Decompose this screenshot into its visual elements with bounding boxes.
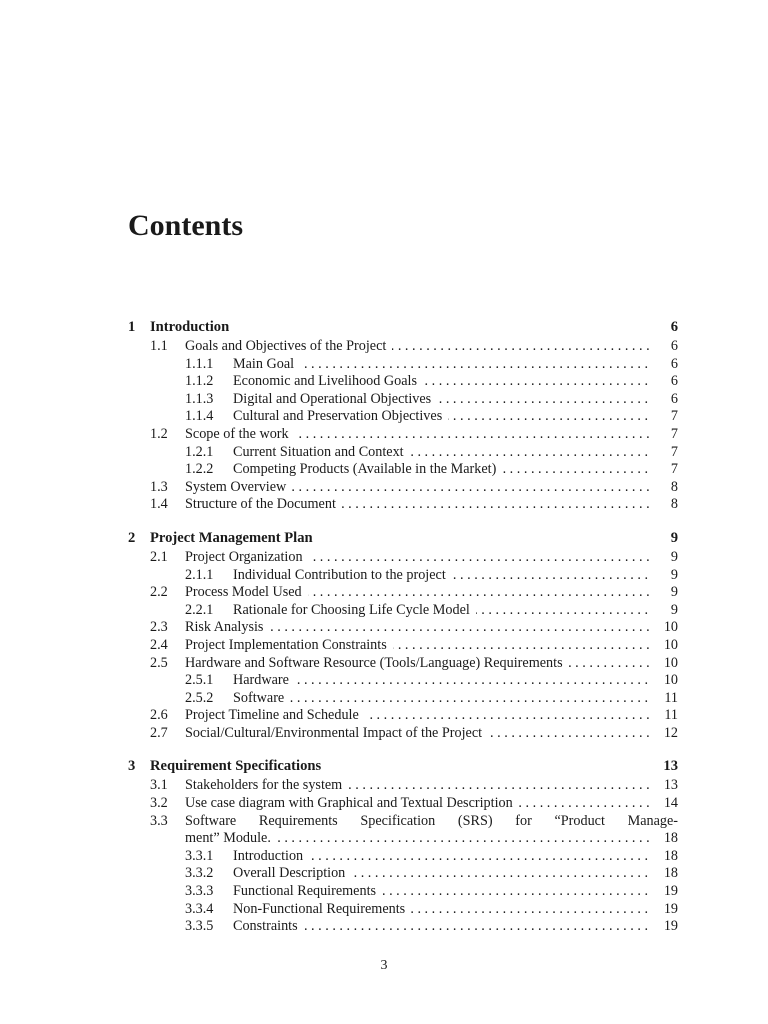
- toc-entry-title: Constraints: [233, 918, 304, 934]
- toc-subsection[interactable]: [128, 865, 678, 883]
- toc-entry-page: 9: [652, 584, 678, 602]
- toc-entry-page: 12: [652, 725, 678, 743]
- toc-entry-title: Project Implementation Constraints: [185, 637, 393, 653]
- toc-chapter[interactable]: [128, 316, 678, 338]
- toc-entry-number: 1.1.3: [185, 390, 214, 407]
- toc-entry-number: 2.3: [150, 619, 168, 636]
- toc-subsection[interactable]: [128, 901, 678, 919]
- toc-subsection[interactable]: [128, 567, 678, 585]
- toc-entry-title: Non-Functional Requirements: [233, 901, 411, 917]
- toc-entry-number: 1.2.1: [185, 443, 214, 460]
- toc-entry-page: 11: [652, 690, 678, 708]
- toc-subsection[interactable]: [128, 883, 678, 901]
- toc-entry-page: 9: [652, 602, 678, 620]
- toc-entry-number: 3.2: [150, 795, 168, 812]
- toc-chapter[interactable]: [128, 755, 678, 777]
- toc-section[interactable]: [128, 813, 678, 831]
- toc-entry-number: 2.5.2: [185, 689, 214, 706]
- toc-subsection[interactable]: [128, 444, 678, 462]
- toc-section[interactable]: [128, 795, 678, 813]
- toc-entry-number: 1.1: [150, 338, 168, 354]
- toc-entry-page: 8: [652, 496, 678, 514]
- toc-section-continued[interactable]: [128, 830, 678, 848]
- toc-entry-page: 11: [652, 707, 678, 725]
- toc-subsection[interactable]: [128, 848, 678, 866]
- toc-entry-title: Functional Requirements: [233, 883, 382, 899]
- toc-entry-number: 3.1: [150, 777, 168, 794]
- toc-entry-title: Project Organization: [185, 549, 309, 565]
- toc-chapter[interactable]: [128, 527, 678, 549]
- toc-entry-title: Requirement Specifications: [150, 758, 327, 774]
- page-title: Contents: [128, 209, 244, 242]
- toc-entry-page: 7: [652, 408, 678, 426]
- toc-entry-page: 9: [652, 567, 678, 585]
- page-number: 3: [380, 958, 388, 973]
- toc-entry-title: Project Management Plan: [150, 530, 319, 546]
- toc-entry-title: Software: [233, 690, 290, 706]
- toc-entry-title: Project Timeline and Schedule: [185, 707, 365, 723]
- toc-entry-page: 19: [652, 901, 678, 919]
- toc-entry-number: 2.7: [150, 724, 168, 741]
- toc-entry-title: Cultural and Preservation Objectives: [233, 408, 448, 424]
- toc-section[interactable]: [128, 338, 678, 356]
- toc-entry-number: 2.2: [150, 584, 168, 601]
- toc-entry-title: Economic and Livelihood Goals: [233, 373, 423, 389]
- toc-entry-page: 7: [652, 426, 678, 444]
- toc-entry-number: 2.1.1: [185, 566, 214, 583]
- toc-entry-page: 14: [652, 795, 678, 813]
- toc-entry-title: Software Requirements Specification (SRS) for “Product Manage-: [185, 812, 678, 829]
- toc-entry-page: 8: [652, 479, 678, 497]
- toc-entry-page: 18: [652, 865, 678, 883]
- toc-entry-page: 6: [652, 391, 678, 409]
- toc-entry-number: 3: [128, 758, 136, 775]
- toc-entry-number: 1.2.2: [185, 461, 214, 478]
- toc-entry-number: 3.3.2: [185, 865, 214, 882]
- toc-entry-number: 1: [128, 319, 136, 335]
- toc-section[interactable]: [128, 707, 678, 725]
- toc-entry-number: 2.6: [150, 707, 168, 724]
- toc-entry-title: Stakeholders for the system: [185, 777, 348, 793]
- toc-entry-page: 19: [652, 918, 678, 936]
- toc-entry-number: 1.3: [150, 478, 168, 495]
- toc-entry-page: 6: [652, 373, 678, 391]
- toc-subsection[interactable]: [128, 408, 678, 426]
- toc-entry-number: 3.3.1: [185, 847, 214, 864]
- toc-entry-title: System Overview: [185, 479, 292, 495]
- toc-section[interactable]: [128, 637, 678, 655]
- toc-subsection[interactable]: [128, 690, 678, 708]
- toc-entry-title: Overall Description: [233, 865, 351, 881]
- toc-entry-page: 9: [660, 527, 678, 549]
- toc-entry-title: Social/Cultural/Environmental Impact of the Project: [185, 725, 488, 741]
- toc-subsection[interactable]: [128, 602, 678, 620]
- toc-section[interactable]: [128, 777, 678, 795]
- chapter-gap: [128, 514, 678, 527]
- toc-entry-title: Hardware: [233, 672, 295, 688]
- toc-entry-number: 3.3.5: [185, 918, 214, 935]
- toc-entry-number: 2.1: [150, 548, 168, 565]
- toc-entry-title: Process Model Used: [185, 584, 308, 600]
- toc-entry-number: 2: [128, 529, 136, 546]
- toc-entry-title: Use case diagram with Graphical and Textual Description: [185, 795, 519, 811]
- toc-entry-number: 1.4: [150, 496, 168, 513]
- toc-entry-page: 6: [652, 356, 678, 374]
- toc-subsection[interactable]: [128, 356, 678, 374]
- toc-entry-page: 10: [652, 655, 678, 673]
- toc-entry-title: Hardware and Software Resource (Tools/Language) Requirements: [185, 655, 569, 671]
- toc-entry-title: Main Goal: [233, 356, 300, 372]
- toc-entry-page: 7: [652, 444, 678, 462]
- toc-section[interactable]: [128, 584, 678, 602]
- toc-entry-title: Scope of the work: [185, 426, 295, 442]
- toc-entry-page: 6: [652, 338, 678, 356]
- toc-entry-number: 1.1.2: [185, 373, 214, 390]
- toc-entry-title: Risk Analysis: [185, 619, 269, 635]
- toc-entry-title: Introduction: [233, 848, 309, 864]
- toc-entry-page: 19: [652, 883, 678, 901]
- toc-entry-title: Introduction: [150, 319, 235, 335]
- toc-entry-page: 18: [652, 830, 678, 848]
- toc-entry-number: 3.3.4: [185, 900, 214, 917]
- toc-entry-page: 10: [652, 672, 678, 690]
- toc-subsection[interactable]: [128, 672, 678, 690]
- toc-entry-page: 18: [652, 848, 678, 866]
- chapter-gap: [128, 742, 678, 755]
- toc-entry-title: Current Situation and Context: [233, 444, 410, 460]
- toc-entry-title: Goals and Objectives of the Project: [185, 338, 392, 354]
- toc-subsection[interactable]: [128, 918, 678, 936]
- toc-entry-title: Structure of the Document: [185, 496, 342, 512]
- toc-entry-page: 13: [660, 755, 678, 777]
- toc-entry-title: Competing Products (Available in the Market): [233, 461, 502, 477]
- toc-entry-number: 1.1.1: [185, 355, 214, 372]
- toc-entry-page: 6: [660, 316, 678, 338]
- toc-entry-page: 9: [652, 549, 678, 567]
- toc-section[interactable]: [128, 549, 678, 567]
- toc-entry-number: 2.2.1: [185, 601, 214, 618]
- toc-subsection[interactable]: [128, 373, 678, 391]
- toc-section[interactable]: [128, 619, 678, 637]
- toc-entry-number: 2.5: [150, 654, 168, 671]
- toc-entry-number: 3.3: [150, 812, 168, 829]
- table-of-contents: [128, 316, 678, 936]
- toc-entry-page: 10: [652, 619, 678, 637]
- toc-section[interactable]: [128, 655, 678, 673]
- toc-section[interactable]: [128, 496, 678, 514]
- toc-entry-title: ment” Module.: [185, 830, 277, 846]
- toc-entry-number: 1.1.4: [185, 408, 214, 425]
- toc-subsection[interactable]: [128, 461, 678, 479]
- toc-entry-title: Rationale for Choosing Life Cycle Model: [233, 602, 476, 618]
- toc-entry-title: Digital and Operational Objectives: [233, 391, 437, 407]
- toc-entry-number: 1.2: [150, 425, 168, 442]
- toc-entry-page: 7: [652, 461, 678, 479]
- toc-entry-number: 2.5.1: [185, 672, 214, 689]
- toc-section[interactable]: [128, 725, 678, 743]
- toc-section[interactable]: [128, 426, 678, 444]
- toc-entry-page: 13: [652, 777, 678, 795]
- toc-entry-number: 2.4: [150, 636, 168, 653]
- toc-section[interactable]: [128, 479, 678, 497]
- toc-entry-page: 10: [652, 637, 678, 655]
- toc-entry-title: Individual Contribution to the project: [233, 567, 452, 583]
- toc-subsection[interactable]: [128, 391, 678, 409]
- toc-entry-number: 3.3.3: [185, 883, 214, 900]
